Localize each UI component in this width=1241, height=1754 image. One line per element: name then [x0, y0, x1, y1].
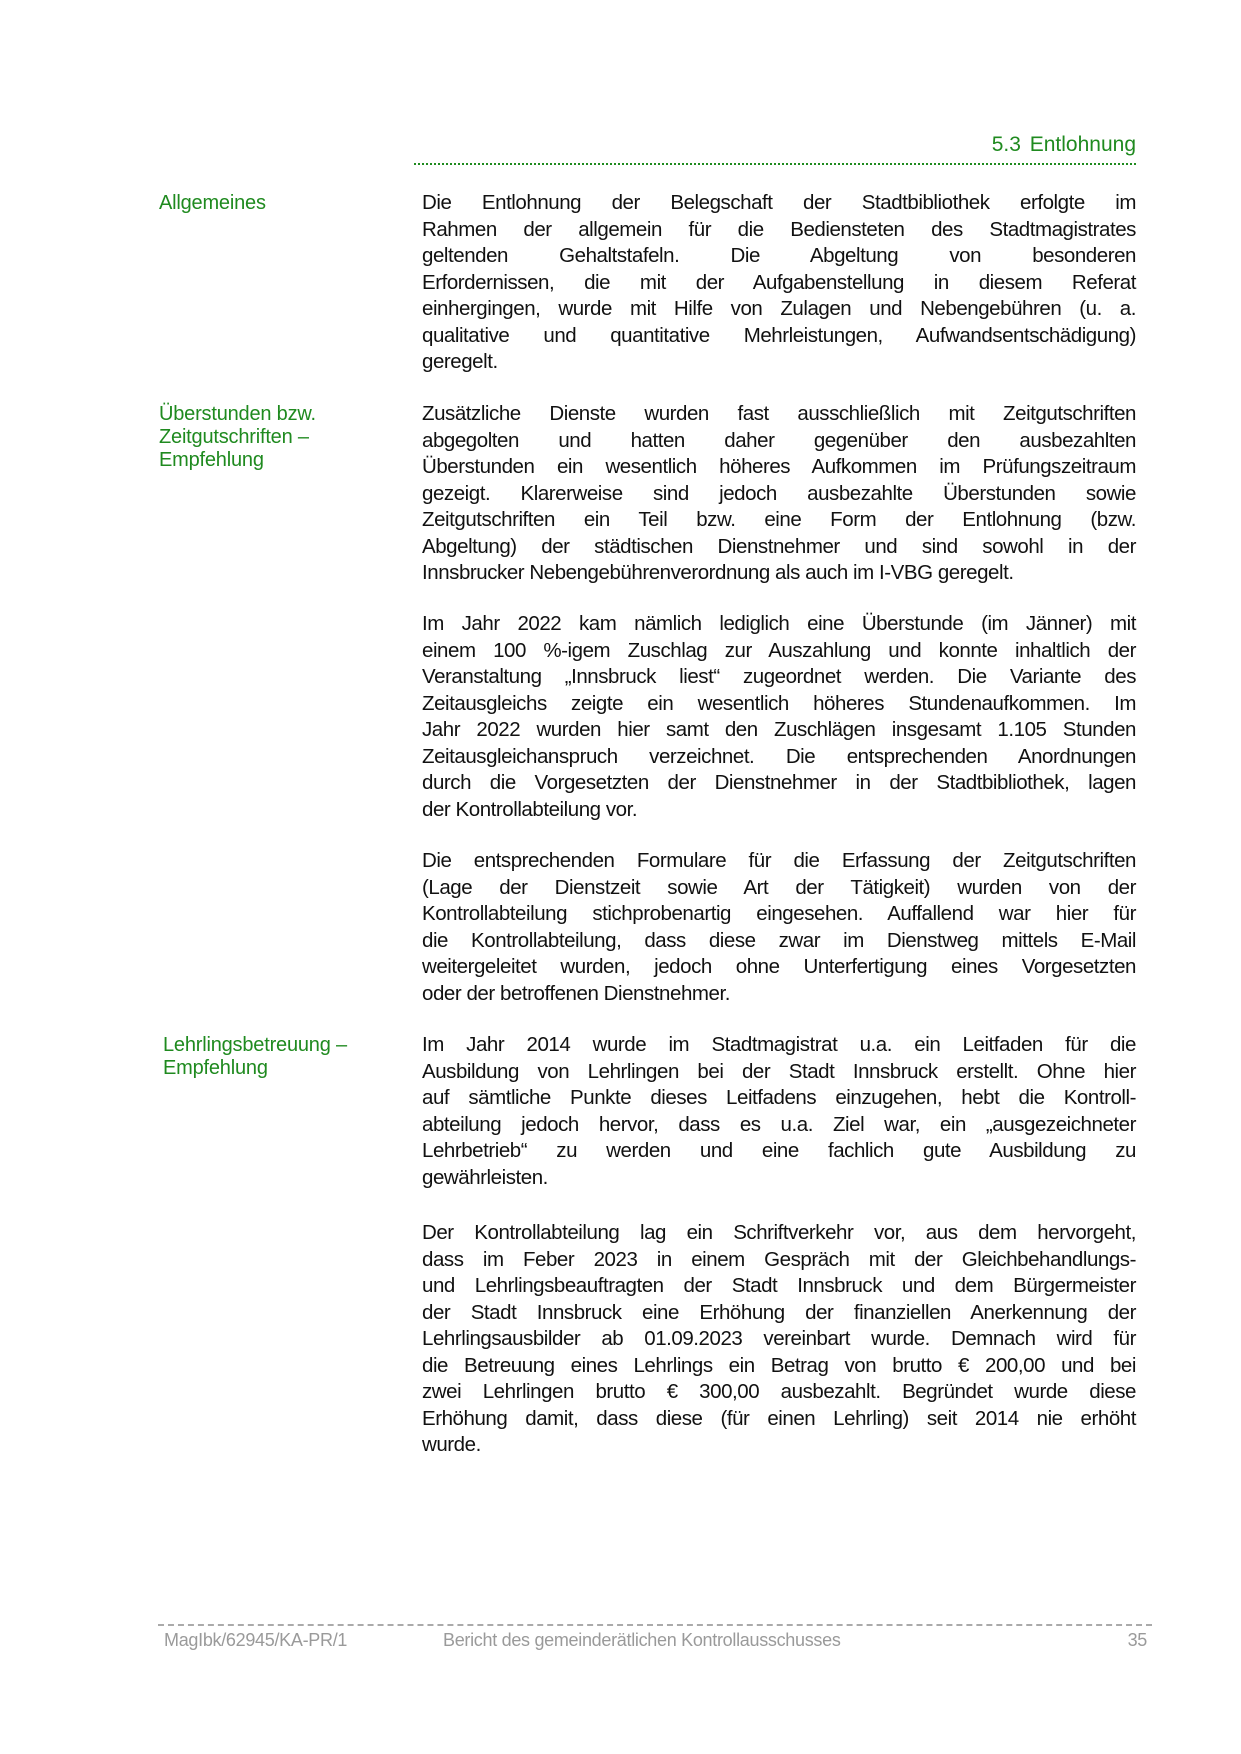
paragraph-line: einhergingen, wurde mit Hilfe von Zulagen und Nebengebühren (u. a.: [422, 297, 1136, 320]
paragraph: [422, 401, 1136, 587]
paragraph-line: Kontrollabteilung stichprobenartig eingesehen. Auffallend war hier für: [422, 902, 1136, 925]
paragraph: [422, 1032, 1136, 1191]
margin-label-line: Zeitgutschriften –: [159, 426, 309, 448]
paragraph-line: Ausbildung von Lehrlingen bei der Stadt Innsbruck erstellt. Ohne hier: [422, 1059, 1136, 1083]
paragraph-line: dass im Feber 2023 in einem Gespräch mit der Gleichbehandlungs-: [422, 1247, 1136, 1271]
paragraph: [422, 1220, 1136, 1459]
paragraph: [422, 848, 1136, 1007]
footer-divider: [158, 1624, 1152, 1626]
paragraph-line: zwei Lehrlingen brutto € 300,00 ausbezahlt. Begründet wurde diese: [422, 1380, 1136, 1403]
paragraph-line: und Lehrlingsbeauftragten der Stadt Innsbruck und dem Bürgermeister: [422, 1274, 1136, 1297]
paragraph-line: die Betreuung eines Lehrlings ein Betrag von brutto € 200,00 und bei: [422, 1353, 1136, 1377]
paragraph-line: Innsbrucker Nebengebührenverordnung als auch im I-VBG geregelt.: [422, 561, 1014, 584]
paragraph-line: gewährleisten.: [422, 1165, 548, 1189]
paragraph-line: wurde.: [422, 1433, 481, 1456]
paragraph-line: Zeitgutschriften ein Teil bzw. eine Form der Entlohnung (bzw.: [422, 508, 1136, 531]
section-heading: 5.3 Entlohnung: [991, 133, 1136, 156]
margin-label: [163, 1034, 383, 1080]
paragraph-line: Veranstaltung „Innsbruck liest“ zugeordnet werden. Die Variante des: [422, 665, 1136, 688]
paragraph-line: Abgeltung) der städtischen Dienstnehmer und sind sowohl in der: [422, 534, 1136, 558]
paragraph-line: Zeitausgleichanspruch verzeichnet. Die entsprechenden Anordnungen: [422, 744, 1136, 768]
paragraph-line: qualitative und quantitative Mehrleistungen, Aufwandsentschädigung): [422, 323, 1136, 347]
page-number: 35: [1127, 1630, 1147, 1650]
paragraph-line: Jahr 2022 wurden hier samt den Zuschlägen insgesamt 1.105 Stunden: [422, 718, 1136, 741]
paragraph-line: Lehrbetrieb“ zu werden und eine fachlich gute Ausbildung zu: [422, 1139, 1136, 1162]
paragraph-line: weitergeleitet wurden, jedoch ohne Unterfertigung eines Vorgesetzten: [422, 955, 1136, 978]
paragraph: [422, 190, 1136, 376]
paragraph-line: Erfordernissen, die mit der Aufgabenstellung in diesem Referat: [422, 270, 1136, 294]
paragraph-line: Rahmen der allgemein für die Bediensteten des Stadtmagistrates: [422, 217, 1136, 241]
paragraph-line: Zusätzliche Dienste wurden fast ausschließlich mit Zeitgutschriften: [422, 402, 1136, 425]
paragraph-line: abteilung jedoch hervor, dass es u.a. Ziel war, ein „ausgezeichneter: [422, 1112, 1136, 1136]
paragraph-line: der Kontrollabteilung vor.: [422, 797, 638, 821]
paragraph-line: geltenden Gehaltstafeln. Die Abgeltung von besonderen: [422, 244, 1136, 267]
paragraph-line: (Lage der Dienstzeit sowie Art der Tätigkeit) wurden von der: [422, 875, 1136, 899]
paragraph-line: Zeitausgleichs zeigte ein wesentlich höheres Stundenaufkommen. Im: [422, 691, 1136, 715]
paragraph-line: abgegolten und hatten daher gegenüber den ausbezahlten: [422, 428, 1136, 452]
paragraph-line: Im Jahr 2022 kam nämlich lediglich eine Überstunde (im Jänner) mit: [422, 612, 1136, 635]
footer-reference: MagIbk/62945/KA-PR/1: [164, 1630, 348, 1650]
paragraph-line: oder der betroffenen Dienstnehmer.: [422, 981, 730, 1005]
margin-label: [159, 403, 379, 472]
paragraph-line: geregelt.: [422, 350, 498, 373]
paragraph-line: durch die Vorgesetzten der Dienstnehmer in der Stadtbibliothek, lagen: [422, 771, 1136, 794]
paragraph-line: Die Entlohnung der Belegschaft der Stadtbibliothek erfolgte im: [422, 191, 1136, 214]
paragraph-line: Die entsprechenden Formulare für die Erfassung der Zeitgutschriften: [422, 849, 1136, 872]
paragraph-line: auf sämtliche Punkte dieses Leitfadens einzugehen, hebt die Kontroll-: [422, 1086, 1136, 1109]
margin-label: [159, 192, 379, 215]
paragraph-line: einem 100 %-igem Zuschlag zur Auszahlung und konnte inhaltlich der: [422, 638, 1136, 662]
margin-label-line: Allgemeines: [159, 192, 266, 214]
margin-label-line: Lehrlingsbetreuung –: [163, 1034, 347, 1056]
paragraph-line: Erhöhung damit, dass diese (für einen Lehrling) seit 2014 nie erhöht: [422, 1406, 1136, 1430]
paragraph-line: Der Kontrollabteilung lag ein Schriftverkehr vor, aus dem hervorgeht,: [422, 1221, 1136, 1244]
footer-report-title: Bericht des gemeinderätlichen Kontrollausschusses: [443, 1630, 841, 1650]
margin-label-line: Überstunden bzw.: [159, 403, 316, 425]
paragraph: [422, 611, 1136, 823]
margin-label-line: Empfehlung: [163, 1057, 268, 1079]
paragraph-line: der Stadt Innsbruck eine Erhöhung der finanziellen Anerkennung der: [422, 1300, 1136, 1324]
header-divider: [414, 163, 1136, 165]
margin-label-line: Empfehlung: [159, 449, 264, 471]
paragraph-line: Lehrlingsausbilder ab 01.09.2023 vereinbart wurde. Demnach wird für: [422, 1327, 1136, 1350]
paragraph-line: gezeigt. Klarerweise sind jedoch ausbezahlte Überstunden sowie: [422, 481, 1136, 505]
paragraph-line: Im Jahr 2014 wurde im Stadtmagistrat u.a. ein Leitfaden für die: [422, 1033, 1136, 1056]
paragraph-line: Überstunden ein wesentlich höheres Aufkommen im Prüfungszeitraum: [422, 455, 1136, 478]
paragraph-line: die Kontrollabteilung, dass diese zwar im Dienstweg mittels E-Mail: [422, 928, 1136, 952]
